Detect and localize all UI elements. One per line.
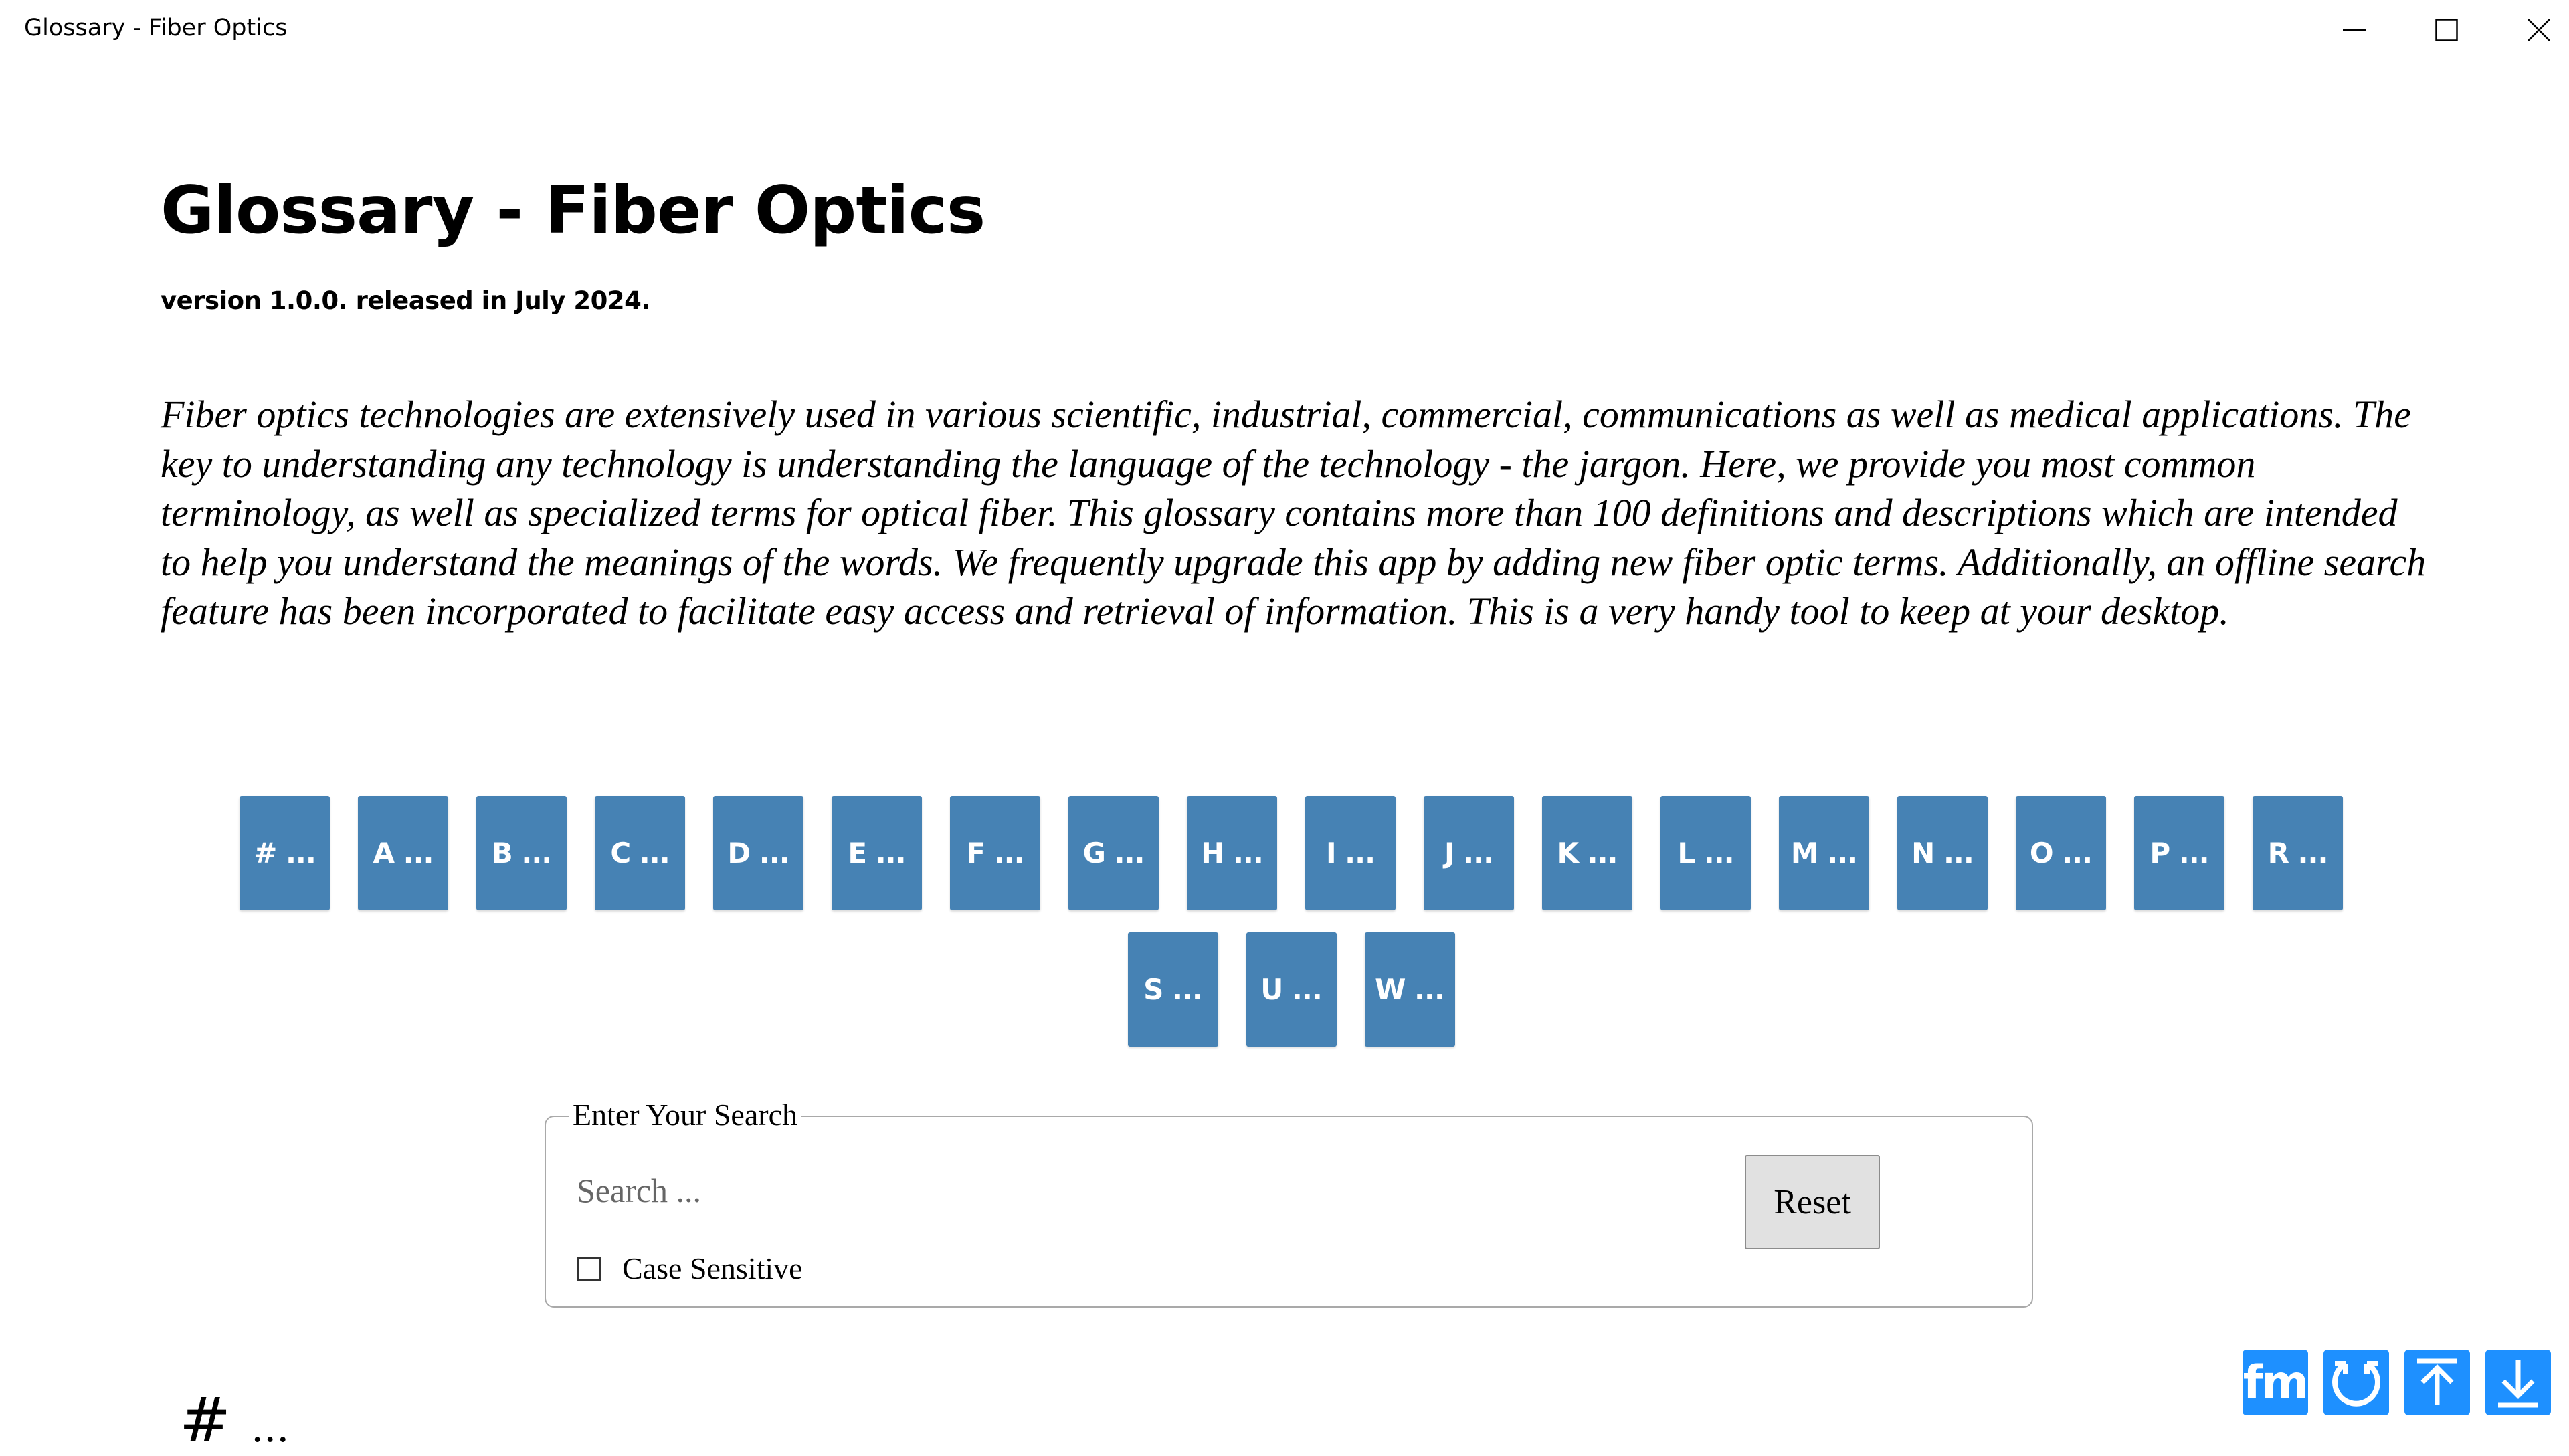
scroll-top-button[interactable] — [2404, 1350, 2470, 1415]
download-icon — [2490, 1354, 2546, 1411]
page-title: Glossary - Fiber Optics — [161, 173, 985, 249]
section-heading-dots: ... — [251, 1405, 290, 1451]
case-sensitive-row — [577, 1251, 803, 1286]
letter-button-m[interactable]: M ... — [1779, 796, 1869, 910]
intro-paragraph: Fiber optics technologies are extensively used in various scientific, industrial, commercial, communications as well as medical applications. The key to understanding any technology is understanding the language of the technology - the jargon. Here, we provide you most common terminology, as well as specialized terms for optical fiber. This glossary contains more than 100 definitions and descriptions which are intended to help you understand the meanings of the words. We frequently upgrade this app by adding new fiber optic terms. Additionally, an offline search feature has been incorporated to facilitate easy access and retrieval of information. This is a very handy tool to keep at your desktop. — [161, 393, 2427, 633]
letter-button-d[interactable]: D ... — [713, 796, 803, 910]
letter-button-o[interactable]: O ... — [2016, 796, 2106, 910]
letter-button-hash[interactable]: # ... — [240, 796, 330, 910]
window-title: Glossary - Fiber Optics — [24, 15, 288, 41]
close-icon — [2527, 18, 2551, 42]
reset-button[interactable]: Reset — [1745, 1155, 1880, 1249]
refresh-button[interactable] — [2323, 1350, 2389, 1415]
letter-button-w[interactable]: W ... — [1365, 932, 1455, 1047]
refresh-icon — [2328, 1354, 2384, 1411]
letter-button-h[interactable]: H ... — [1187, 796, 1277, 910]
section-heading — [179, 1384, 290, 1456]
letter-button-i[interactable]: I ... — [1305, 796, 1396, 910]
maximize-icon — [2435, 19, 2458, 41]
letter-button-p[interactable]: P ... — [2134, 796, 2224, 910]
letter-button-b[interactable]: B ... — [476, 796, 567, 910]
minimize-icon — [2343, 29, 2366, 31]
case-sensitive-checkbox[interactable] — [577, 1257, 601, 1281]
letter-button-c[interactable]: C ... — [595, 796, 685, 910]
section-heading-symbol: # — [179, 1384, 231, 1456]
letter-button-g[interactable]: G ... — [1068, 796, 1159, 910]
search-legend: Enter Your Search — [569, 1097, 801, 1132]
letter-button-f[interactable]: F ... — [950, 796, 1040, 910]
fm-button[interactable] — [2243, 1350, 2308, 1415]
maximize-button[interactable] — [2400, 0, 2493, 60]
letter-button-k[interactable]: K ... — [1542, 796, 1632, 910]
fm-logo-icon: fm — [2243, 1356, 2308, 1409]
search-fieldset — [545, 1098, 2033, 1308]
minimize-button[interactable] — [2308, 0, 2400, 60]
letter-button-s[interactable]: S ... — [1128, 932, 1218, 1047]
letter-button-l[interactable]: L ... — [1660, 796, 1751, 910]
close-button[interactable] — [2493, 0, 2569, 60]
search-input[interactable] — [577, 1165, 1674, 1216]
scroll-top-icon — [2409, 1354, 2465, 1411]
case-sensitive-label: Case Sensitive — [622, 1251, 803, 1285]
letter-button-u[interactable]: U ... — [1246, 932, 1337, 1047]
letter-button-n[interactable]: N ... — [1897, 796, 1988, 910]
letter-button-e[interactable]: E ... — [832, 796, 922, 910]
letter-nav — [237, 796, 2345, 1047]
download-button[interactable] — [2485, 1350, 2551, 1415]
version-text: version 1.0.0. released in July 2024. — [161, 286, 650, 315]
letter-button-j[interactable]: J ... — [1424, 796, 1514, 910]
letter-button-r[interactable]: R ... — [2253, 796, 2343, 910]
window-titlebar — [0, 0, 2569, 60]
letter-button-a[interactable]: A ... — [358, 796, 448, 910]
